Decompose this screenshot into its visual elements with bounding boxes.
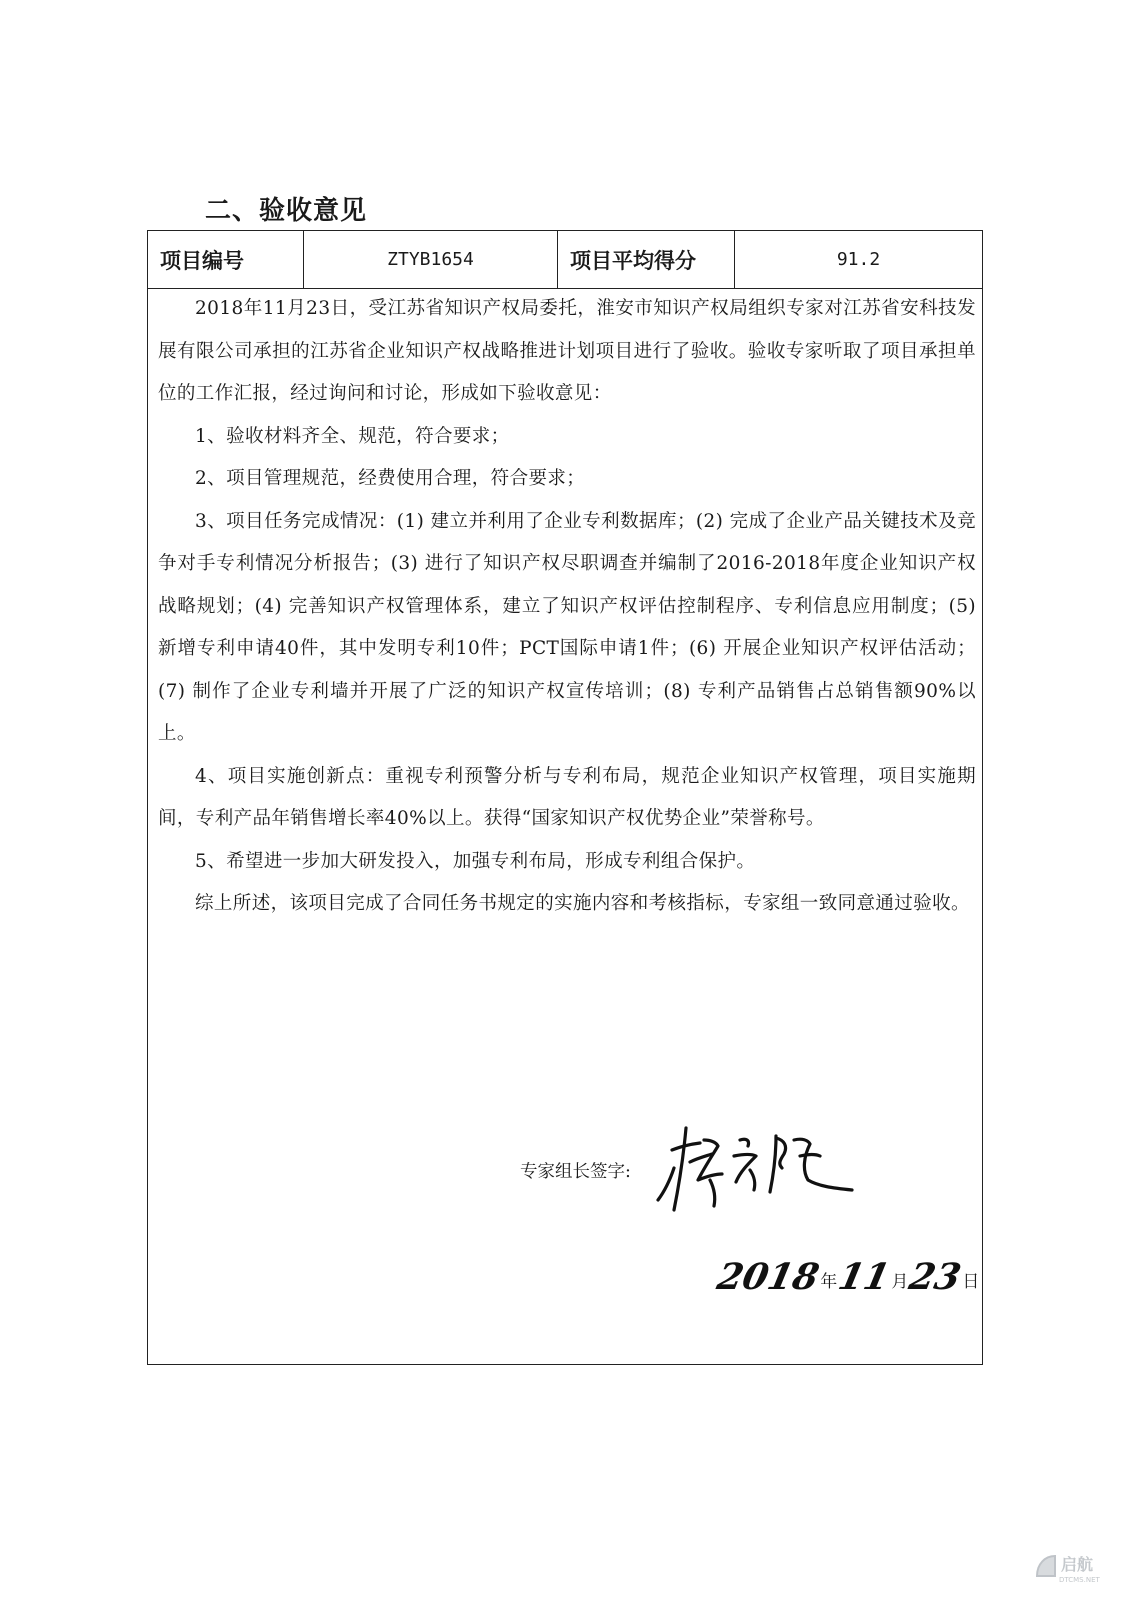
opinion-paragraph: 2、项目管理规范，经费使用合理，符合要求； [195,468,586,489]
watermark-text: 启航 [1061,1555,1094,1574]
opinion-paragraph: 3、项目任务完成情况：(1) 建立并利用了企业专利数据库；(2) 完成了企业产品关键技术及竞争对手专利情况分析报告；(3) 进行了知识产权尽职调查并编制了2016-2018年度企业知识产权战略规划；(4) 完善知识产权管理体系，建立了知识产权评估控制程序、专利信息应用制度；(5) 新增专利申请40件，其中发明专利10件；PCT国际申请1件；(6) 开展企业知识产权评估活动；(7) 制作了企业专利墙并开展了广泛的知识产权宣传培训；(8) 专利产品销售占总销售额90%以上。 [158,510,976,744]
opinion-paragraph: 4、项目实施创新点：重视专利预警分析与专利布局，规范企业知识产权管理，项目实施期间，专利产品年销售增长率40%以上。获得“国家知识产权优势企业”荣誉称号。 [158,765,976,829]
opinion-paragraph: 5、希望进一步加大研发投入，加强专利布局，形成专利组合保护。 [195,850,756,872]
project-no-value: ZTYB1654 [304,231,558,288]
opinion-paragraph: 2018年11月23日，受江苏省知识产权局委托，淮安市知识产权局组织专家对江苏省安科技发展有限公司承担的江苏省企业知识产权战略推进计划项目进行了验收。验收专家听取了项目承担单位的工作汇报，经过询问和讨论，形成如下验收意见： [158,298,976,404]
date-day: 23 [905,1256,965,1298]
watermark-logo [1031,1546,1117,1586]
opinion-body [158,288,976,926]
project-no-label: 项目编号 [148,231,304,288]
signature-label: 专家组长签字: [520,1162,631,1182]
opinion-paragraph: 1、验收材料齐全、规范，符合要求； [195,425,510,447]
opinion-paragraph: 综上所述，该项目完成了合同任务书规定的实施内容和考核指标，专家组一致同意通过验收。 [195,893,970,914]
form-header-row [148,231,982,289]
date-month: 11 [834,1256,894,1298]
date-year-unit: 年 [820,1272,838,1292]
watermark-subtext: DTCMS.NET [1059,1576,1100,1584]
date-year: 2018 [713,1256,823,1298]
avg-score-label: 项目平均得分 [558,231,735,288]
handwritten-signature [652,1110,862,1220]
section-title: 二、验收意见 [205,196,368,226]
date-line [713,1248,981,1298]
date-day-unit: 日 [962,1272,980,1292]
avg-score-value: 91.2 [836,249,881,270]
date-month-unit: 月 [891,1272,909,1292]
